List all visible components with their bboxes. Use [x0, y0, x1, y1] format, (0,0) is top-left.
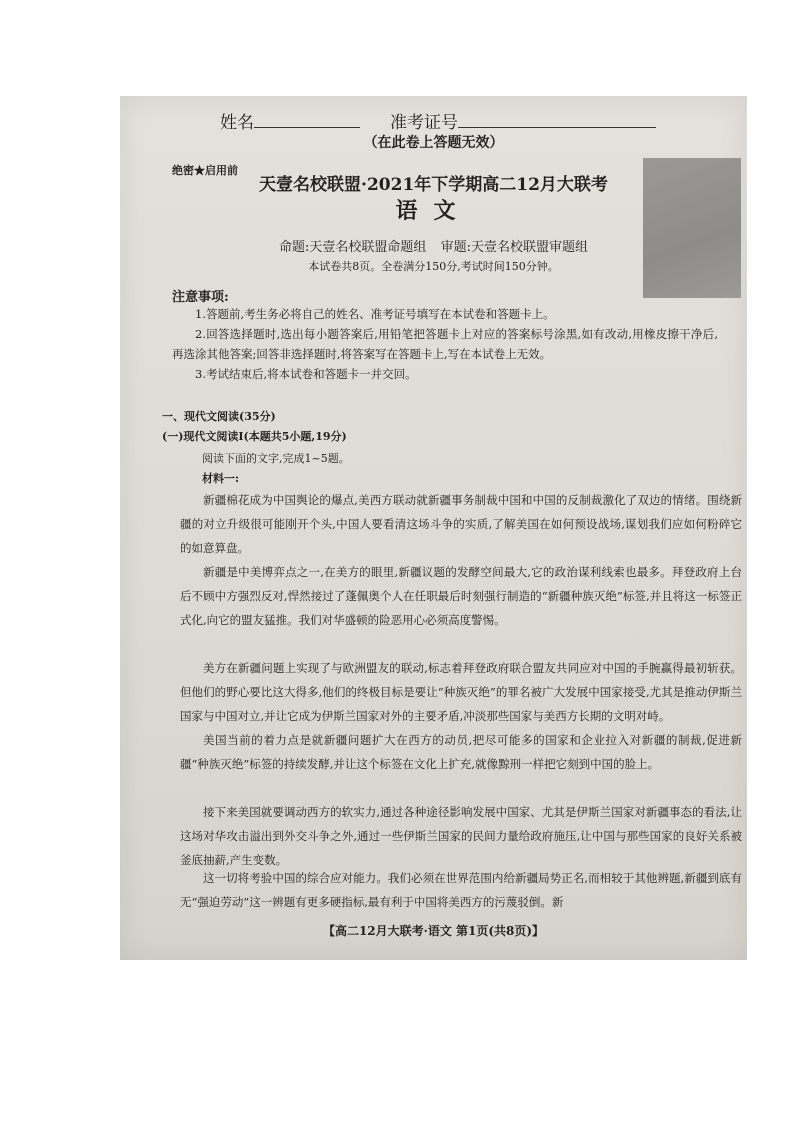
body-paragraph: 接下来美国就要调动西方的软实力,通过各种途径影响发展中国家、尤其是伊斯兰国家对新疆事态的看法,让这场对华攻击溢出到外交斗争之外,通过一些伊斯兰国家的民间力量给政府施压,让中国与那些国家的良好关系被釜底抽薪,产生变数。 [180, 805, 742, 867]
body-paragraph: 新疆棉花成为中国舆论的爆点,美西方联动就新疆事务制裁中国和中国的反制裁激化了双边的情绪。围绕新疆的对立升级很可能刚开个头,中国人要看清这场斗争的实质,了解美国在如何预设战场,谋划我们应如何粉碎它的如意算盘。 [180, 493, 742, 555]
sub-section-heading: (一)现代文阅读Ⅰ(本题共5小题,19分) [162, 430, 347, 443]
subject-title: 语文 [395, 198, 472, 224]
id-label: 准考证号 [390, 113, 458, 133]
notice-item: 3.考试结束后,将本试卷和答题卡一并交回。 [195, 367, 417, 381]
qr-code-area [643, 158, 741, 298]
candidate-info-line [220, 108, 656, 133]
body-paragraph: 这一切将考验中国的综合应对能力。我们必须在世界范围内给新疆局势正名,而相较于其他辨题,新疆到底有无“强迫劳动”这一辨题有更多硬指标,最有利于中国将美西方的污蔑驳倒。新 [180, 871, 742, 909]
notice-item: 2.回答选择题时,选出每小题答案后,用铅笔把答题卡上对应的答案标号涂黑,如有改动,用橡皮擦干净后,再选涂其他答案;回答非选择题时,将答案写在答题卡上,写在本试卷上无效。 [172, 327, 718, 361]
material-label: 材料一: [202, 472, 240, 485]
name-blank [254, 113, 360, 128]
reviewer: 审题:天壹名校联盟审题组 [440, 240, 588, 255]
body-paragraph: 美国当前的着力点是就新疆问题扩大在西方的动员,把尽可能多的国家和企业拉入对新疆的制裁,促进新疆“种族灭绝”标签的持续发酵,并让这个标签在文化上扩充,就像黥刑一样把它刻到中国的脸上。 [180, 733, 742, 771]
reading-instruction: 阅读下面的文字,完成1~5题。 [202, 452, 350, 465]
notice-heading: 注意事项: [172, 290, 229, 305]
notice-item: 1.答题前,考生务必将自己的姓名、准考证号填写在本试卷和答题卡上。 [195, 307, 555, 321]
page-footer: 【高二12月大联考·语文 第1页(共8页)】 [322, 924, 545, 938]
id-blank [458, 113, 656, 128]
name-label: 姓名 [220, 113, 254, 133]
section-heading: 一、现代文阅读(35分) [162, 410, 276, 423]
exam-title: 天壹名校联盟·2021年下学期高二12月大联考 [259, 175, 608, 195]
paper-info: 本试卷共8页。全卷满分150分,考试时间150分钟。 [308, 260, 559, 273]
setter: 命题:天壹名校联盟命题组 [279, 240, 427, 255]
exam-paper [120, 96, 747, 960]
invalid-note: （在此卷上答题无效） [363, 135, 504, 151]
body-paragraph: 新疆是中美博弈点之一,在美方的眼里,新疆议题的发酵空间最大,它的政治谋利线索也最多。拜登政府上台后不顾中方强烈反对,悍然接过了蓬佩奥个人在任职最后时刻强行制造的“新疆种族灭绝”标签,并且将这一标签正式化,向它的盟友猛推。我们对华盛顿的险恶用心必须高度警惕。 [180, 565, 742, 627]
secret-label: 绝密★启用前 [172, 164, 238, 177]
body-paragraph: 美方在新疆问题上实现了与欧洲盟友的联动,标志着拜登政府联合盟友共同应对中国的手腕赢得最初斩获。但他们的野心要比这大得多,他们的终极目标是要让“种族灭绝”的罪名被广大发展中国家接受,尤其是推动伊斯兰国家与中国对立,并让它成为伊斯兰国家对外的主要矛盾,冲淡那些国家与美西方长期的文明对峙。 [180, 661, 742, 723]
